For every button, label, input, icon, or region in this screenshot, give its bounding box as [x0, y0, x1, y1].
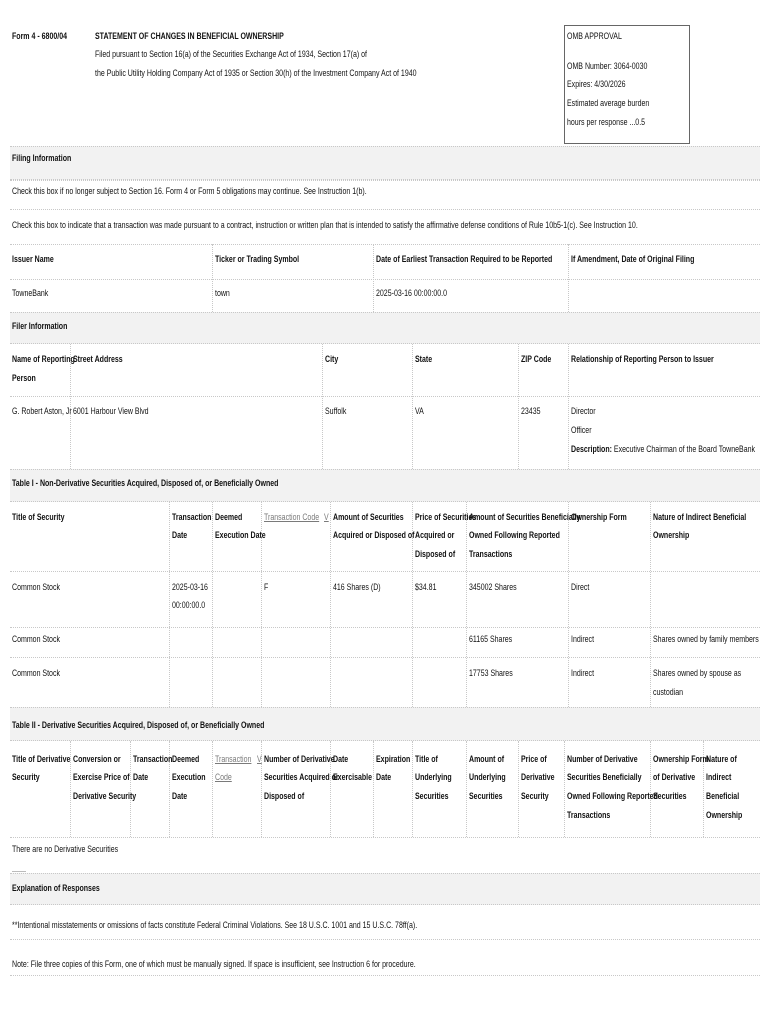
t1-col-title: Title of Security	[12, 512, 65, 522]
t1-col-date-line1: Transaction	[172, 512, 212, 522]
omb-expires: Expires: 4/30/2026	[567, 79, 626, 89]
rule-10b5-checkbox-label[interactable]: Check this box to indicate that a transaction was made pursuant to a contract, instruction or written plan that is intended to satisfy the affirmative defense conditions of Rule 10b5-1(c). See Instruction 10.	[12, 220, 638, 230]
t2-col-deemed-line3: Date	[172, 791, 188, 801]
t2-col-under-line2: Underlying	[415, 772, 452, 782]
t1-col-owned-line1: Amount of Securities Beneficially	[469, 512, 581, 522]
t2-col-form-line3: Securities	[653, 791, 687, 801]
table2-heading: Table II - Derivative Securities Acquired, Disposed of, or Beneficially Owned	[12, 720, 265, 730]
t1-col-nature-line1: Nature of Indirect Beneficial	[653, 512, 747, 522]
street-address-value: 6001 Harbour View Blvd	[73, 406, 149, 416]
filed-pursuant-line1: Filed pursuant to Section 16(a) of the Securities Exchange Act of 1934, Section 17(a) of	[95, 49, 368, 59]
t1-col-owned-line3: Transactions	[469, 549, 513, 559]
t1-col-price-line2: Acquired or	[415, 530, 455, 540]
t2-col-nature-line2: Indirect	[706, 772, 732, 782]
file-copies-note: Note: File three copies of this Form, one of which must be manually signed. If space is insufficient, see Instruction 6 for procedure.	[12, 959, 416, 969]
t2-col-amt-line2: Underlying	[469, 772, 506, 782]
omb-number: OMB Number: 3064-0030	[567, 61, 648, 71]
omb-approval: OMB APPROVAL	[567, 31, 622, 41]
t1-row3-nature-line2: custodian	[653, 687, 684, 697]
t2-col-nature-line4: Ownership	[706, 810, 743, 820]
t2-col-numown-line1: Number of Derivative	[567, 754, 638, 764]
t2-col-nature-line3: Beneficial	[706, 791, 740, 801]
t2-col-deemed-line2: Execution	[172, 772, 206, 782]
t1-col-price-line3: Disposed of	[415, 549, 456, 559]
divider	[12, 871, 26, 872]
officer-description	[571, 440, 755, 459]
t1-col-owned-line2: Owned Following Reported	[469, 530, 560, 540]
t2-col-form-line2: of Derivative	[653, 772, 696, 782]
omb-burden-line2: hours per response ...0.5	[567, 117, 646, 127]
zip-label: ZIP Code	[521, 354, 552, 364]
t1-col-date-line2: Date	[172, 530, 188, 540]
t2-col-price-line3: Security	[521, 791, 549, 801]
t2-col-title-line1: Title of Derivative	[12, 754, 71, 764]
t2-col-num-line1: Number of Derivative	[264, 754, 335, 764]
t2-col-conv-line3: Derivative Security	[73, 791, 137, 801]
city-value: Suffolk	[325, 406, 347, 416]
t1-row3-nature-line1: Shares owned by spouse as	[653, 668, 742, 678]
t1-row2-owned: 61165 Shares	[469, 634, 513, 644]
relationship-director: Director	[571, 406, 596, 416]
t2-col-conv-line2: Exercise Price of	[73, 772, 130, 782]
description-value: Executive Chairman of the Board TowneBank	[613, 444, 756, 454]
t2-col-conv-line1: Conversion or	[73, 754, 121, 764]
filing-info-band	[10, 146, 760, 180]
t1-col-deemed-line1: Deemed	[215, 512, 243, 522]
t2-col-price-line1: Price of	[521, 754, 547, 764]
reporting-person-label-line1: Name of Reporting	[12, 354, 75, 364]
t1-row2-form: Indirect	[571, 634, 595, 644]
t2-col-under-line3: Securities	[415, 791, 449, 801]
explanation-heading: Explanation of Responses	[12, 883, 100, 893]
form-id: Form 4 - 6800/04	[12, 31, 68, 41]
issuer-name-value: TowneBank	[12, 288, 49, 298]
t1-col-ownership-form: Ownership Form	[571, 512, 627, 522]
t2-col-expdate-line1: Expiration	[376, 754, 411, 764]
description-label: Description:	[571, 444, 612, 454]
street-address-label: Street Address	[73, 354, 123, 364]
t2-col-title-line2: Security	[12, 772, 40, 782]
t1-col-amount-line2: Acquired or Disposed of	[333, 530, 415, 540]
t2-col-expdate-line2: Date	[376, 772, 392, 782]
t2-col-v-link[interactable]: V	[257, 754, 262, 764]
t2-col-deemed-line1: Deemed	[172, 754, 200, 764]
t2-col-exdate-line2: Exercisable	[333, 772, 373, 782]
t2-col-tdate-line2: Date	[133, 772, 149, 782]
omb-burden-line1: Estimated average burden	[567, 98, 650, 108]
t2-col-exdate-line1: Date	[333, 754, 349, 764]
t2-col-tdate-line1: Transaction	[133, 754, 173, 764]
no-longer-subject-checkbox-label[interactable]: Check this box if no longer subject to Section 16. Form 4 or Form 5 obligations may continue. See Instruction 1(b).	[12, 186, 367, 196]
t2-col-code-link[interactable]: Code	[215, 772, 232, 782]
ticker-label: Ticker or Trading Symbol	[215, 254, 300, 264]
t2-col-form-line1: Ownership Form	[653, 754, 709, 764]
t1-col-nature-line2: Ownership	[653, 530, 690, 540]
t1-row1-owned: 345002 Shares	[469, 582, 517, 592]
issuer-name-label: Issuer Name	[12, 254, 54, 264]
t1-col-transaction-code-link[interactable]: Transaction Code	[264, 512, 320, 522]
t1-col-deemed-line2: Execution Date	[215, 530, 266, 540]
filer-info-heading: Filer Information	[12, 321, 68, 331]
reporting-person-label-line2: Person	[12, 373, 36, 383]
filing-info-heading: Filing Information	[12, 153, 72, 163]
t1-row3-owned: 17753 Shares	[469, 668, 513, 678]
t2-col-transaction-code-link[interactable]: Transaction	[215, 754, 252, 764]
t1-row1-title: Common Stock	[12, 582, 60, 592]
t1-row2-title: Common Stock	[12, 634, 60, 644]
t2-col-amt-line1: Amount of	[469, 754, 505, 764]
relationship-officer: Officer	[571, 425, 592, 435]
table1-heading: Table I - Non-Derivative Securities Acquired, Disposed of, or Beneficially Owned	[12, 478, 279, 488]
t2-col-numown-line3: Owned Following Reported	[567, 791, 658, 801]
reporting-person-name: G. Robert Aston, Jr	[12, 406, 72, 416]
zip-value: 23435	[521, 406, 541, 416]
filed-pursuant-line2: the Public Utility Holding Company Act of 1935 or Section 30(h) of the Investment Company Act of 1940	[95, 68, 417, 78]
explanation-band	[10, 873, 760, 905]
t2-col-num-line2: Securities Acquired or	[264, 772, 339, 782]
t1-row1-amount: 416 Shares (D)	[333, 582, 381, 592]
no-derivative-securities: There are no Derivative Securities	[12, 844, 119, 854]
t1-row1-code: F	[264, 582, 269, 592]
filer-info-band	[10, 312, 760, 344]
t1-col-v-link[interactable]: V	[324, 512, 329, 522]
t1-col-price-line1: Price of Securities	[415, 512, 477, 522]
ticker-value: town	[215, 288, 230, 298]
t1-row2-nature: Shares owned by family members	[653, 634, 759, 644]
t1-row1-form: Direct	[571, 582, 590, 592]
state-value: VA	[415, 406, 424, 416]
amendment-date-label: If Amendment, Date of Original Filing	[571, 254, 695, 264]
t2-col-numown-line2: Securities Beneficially	[567, 772, 642, 782]
t2-col-nature-line1: Nature of	[706, 754, 737, 764]
form-title: STATEMENT OF CHANGES IN BENEFICIAL OWNERSHIP	[95, 31, 284, 41]
t2-col-amt-line3: Securities	[469, 791, 503, 801]
state-label: State	[415, 354, 433, 364]
t1-row1-date: 2025-03-16	[172, 582, 208, 592]
t1-row1-time: 00:00:00.0	[172, 600, 206, 610]
t1-row1-price: $34.81	[415, 582, 437, 592]
t1-col-amount-line1: Amount of Securities	[333, 512, 404, 522]
relationship-label: Relationship of Reporting Person to Issuer	[571, 354, 714, 364]
earliest-transaction-date-label: Date of Earliest Transaction Required to be Reported	[376, 254, 553, 264]
city-label: City	[325, 354, 339, 364]
earliest-transaction-date-value: 2025-03-16 00:00:00.0	[376, 288, 448, 298]
t2-col-price-line2: Derivative	[521, 772, 555, 782]
t2-col-num-line3: Disposed of	[264, 791, 305, 801]
t2-col-under-line1: Title of	[415, 754, 438, 764]
t2-col-numown-line4: Transactions	[567, 810, 611, 820]
criminal-violation-warning: **Intentional misstatements or omissions of facts constitute Federal Criminal Violations. See 18 U.S.C. 1001 and 15 U.S.C. 78ff(a).	[12, 920, 418, 930]
t1-row3-form: Indirect	[571, 668, 595, 678]
t1-row3-title: Common Stock	[12, 668, 60, 678]
